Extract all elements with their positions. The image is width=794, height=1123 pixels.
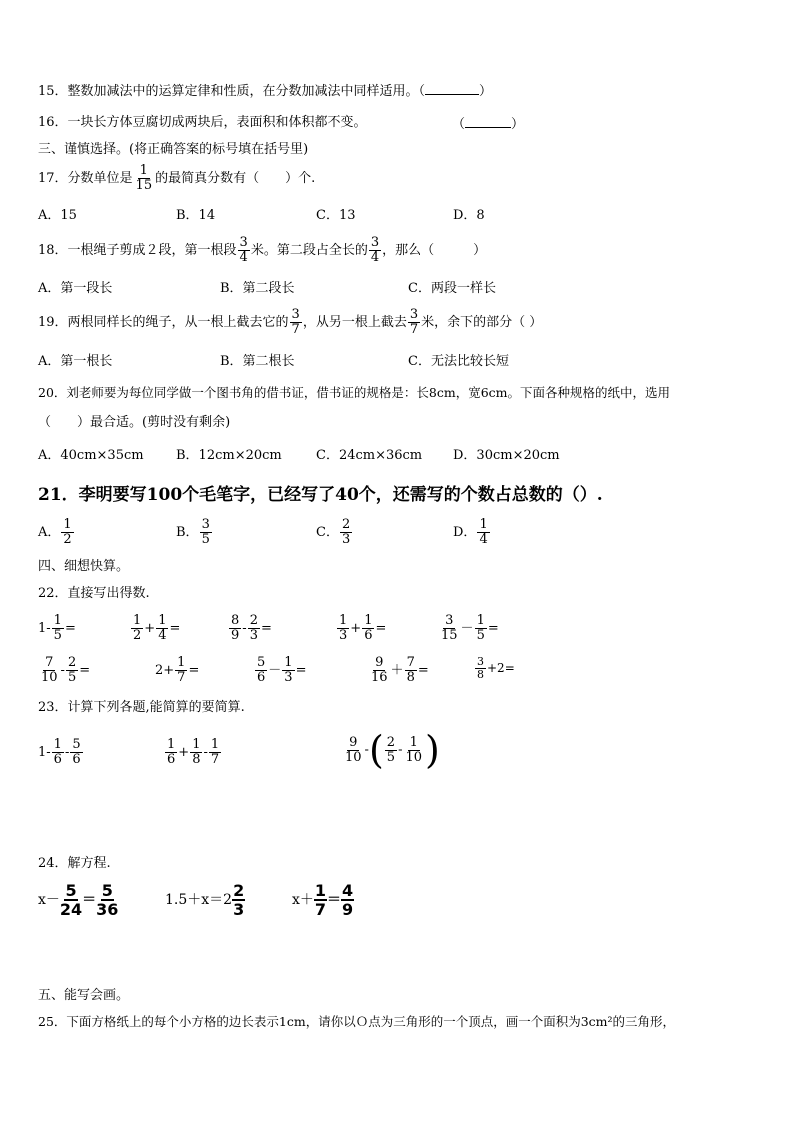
math-token: 2 [249,613,258,628]
q22-expr-7 [155,656,199,685]
q23-expr-3 [342,728,440,772]
math-token: 7 [45,655,54,670]
q17-option-b[interactable]: B．14 [176,208,216,223]
math-token: ＝ [327,892,342,908]
math-token: 8 [477,668,484,681]
q22-expr-5 [438,614,499,643]
question-20-line-1: 20．刘老师要为每位同学做一个图书角的借书证，借书证的规格是：长8cm，宽6cm。下面各种规格的纸中，选用 [38,385,671,400]
fraction [403,736,424,765]
q21-b-den: 5 [201,532,210,547]
math-token: + [350,621,362,636]
question-24-title: 24．解方程. [38,856,111,871]
q16-close: ） [511,117,525,132]
q15-text: 15．整数加减法中的运算定律和性质，在分数加减法中同样适用。（ [38,84,426,99]
q20-option-b[interactable]: B．12cm×20cm [176,448,282,463]
fraction [39,656,60,685]
q20-option-c[interactable]: C．24cm×36cm [316,448,423,463]
fraction [385,736,397,765]
q21-a-num: 1 [63,517,72,532]
q16-answer-blank[interactable] [465,115,511,128]
math-token: - [364,742,369,758]
fraction [282,656,294,685]
math-token: 5 [257,655,266,670]
q19-option-a[interactable]: A．第一根长 [38,354,113,369]
q21-d-num: 1 [479,517,488,532]
q18-fraction-2 [369,236,381,265]
math-token: - [242,621,247,636]
q21-a-label: A． [38,525,61,540]
q21-option-c[interactable] [316,518,353,547]
math-token: 1 [53,613,62,628]
q21-a-fraction [61,518,73,547]
q19-post: 米，余下的部分（ ） [421,315,543,330]
fraction [156,614,168,643]
q19-fraction-2 [408,308,420,337]
math-token: 1 [284,655,293,670]
math-token: 2 [67,655,77,670]
math-token: 5 [386,749,396,765]
q17-num: 1 [139,163,148,178]
math-token: 10 [345,749,362,765]
math-token: 10 [41,670,58,685]
math-token: 8 [406,670,415,685]
q22-expr-1 [38,614,76,643]
q24-equation-1 [38,882,118,918]
section-5-heading: 五、能写会画。 [38,988,130,1003]
math-token: 7 [210,752,220,767]
math-token: = [188,663,200,678]
q19-num1: 3 [291,307,300,322]
q23-expr-1 [38,738,84,767]
fraction [165,738,177,767]
math-token: 6 [53,752,62,767]
fraction [369,656,390,685]
math-token: = [260,621,272,636]
math-token: 6 [364,628,373,643]
math-token: 15 [441,628,458,643]
q16-answer [452,115,524,133]
fraction [60,882,82,918]
q21-b-fraction [200,518,212,547]
math-token: 1 [177,655,186,670]
question-19 [38,308,542,337]
math-token: 1- [38,745,51,760]
fraction [131,614,143,643]
section-4-heading: 四、细想快算。 [38,559,130,574]
math-token: 1 [167,737,176,752]
q21-c-num: 2 [341,517,351,532]
math-token: - [64,745,70,760]
math-token: 2 [386,734,396,750]
math-token: 3 [233,900,245,919]
math-token: = [79,663,91,678]
math-token: 36 [96,900,119,919]
q22-expr-6 [38,656,90,685]
math-token: 24 [59,900,83,919]
math-token: = [64,621,76,636]
q21-b-label: B． [176,525,199,540]
q15-close: ） [479,84,493,99]
q16-text: 16．一块长方体豆腐切成两块后，表面积和体积都不变。 [38,115,367,130]
math-token: 1- [38,621,51,636]
math-token: ＝ [82,892,97,908]
math-token: 3 [477,655,484,668]
question-18 [38,236,486,265]
q18-fraction-1 [238,236,250,265]
math-token: = [169,621,181,636]
q21-option-b[interactable] [176,518,213,547]
q22-expr-2 [130,614,180,643]
math-token: 7 [177,670,186,685]
math-token: 7 [406,655,415,670]
math-token: - [60,663,65,678]
fraction [337,614,349,643]
math-token: 4 [342,881,354,900]
question-23-title: 23．计算下列各题,能简算的要简算. [38,700,245,715]
question-20-line-2: （ ）最合适。(剪时没有剩余) [38,415,231,430]
math-token: 3 [445,613,454,628]
question-15 [38,82,492,100]
q22-expr-8 [254,656,306,685]
math-token: － [460,621,474,636]
q18-mid: 米。第二段占全长的 [250,243,368,258]
fraction [175,656,187,685]
fraction [96,882,118,918]
math-token: 8 [192,752,201,767]
math-token: 5 [72,737,81,752]
q16-open: （ [452,117,466,132]
math-token: 9 [349,734,358,750]
fraction [229,614,241,643]
q24-equation-2 [165,882,245,918]
math-token: 8 [231,613,240,628]
q22-expr-4 [336,614,386,643]
q18-den2: 4 [370,250,380,265]
q18-option-a[interactable]: A．第一段长 [38,281,113,296]
q17-fraction [134,164,155,193]
math-token: = [295,663,307,678]
q21-option-a[interactable] [38,518,75,547]
math-token: 1 [133,613,142,628]
q21-a-den: 2 [63,532,72,547]
fraction [66,656,78,685]
q20-option-a[interactable]: A．40cm×35cm [38,448,144,463]
q19-option-b[interactable]: B．第二根长 [220,354,295,369]
math-token: x－ [38,892,60,908]
q17-option-a[interactable]: A．15 [38,208,77,223]
math-token: 2+ [155,663,175,678]
q21-b-num: 3 [201,517,210,532]
math-token: ＋ [390,663,404,678]
math-token: 6 [72,752,81,767]
math-token: 1 [339,613,348,628]
fraction [475,614,487,643]
math-token: 1 [364,613,373,628]
fraction [209,738,221,767]
q19-option-c[interactable]: C．无法比较长短 [408,354,509,369]
q22-expr-9 [368,656,429,685]
math-token: 2 [233,881,245,900]
q21-c-label: C． [316,525,339,540]
q18-option-b[interactable]: B．第二段长 [220,281,295,296]
q24-equation-3 [292,882,354,918]
math-token: - [203,745,208,760]
math-token: + [144,621,156,636]
q21-d-label: D． [453,525,477,540]
math-token: 1 [409,734,418,750]
math-token: 1 [53,737,62,752]
q21-c-den: 3 [341,532,351,547]
bracket: ( [368,728,384,772]
q21-d-fraction [477,518,489,547]
question-16 [38,115,367,131]
fraction [405,656,417,685]
math-token: 16 [371,670,388,685]
math-token: - [398,742,403,758]
math-token: 1 [158,613,167,628]
math-token: = [375,621,387,636]
q19-fraction-1 [290,308,302,337]
q17-option-c[interactable]: C．13 [316,208,356,223]
fraction [248,614,260,643]
math-token: 9 [342,900,354,919]
q19-den1: 7 [291,322,300,337]
math-token: + [178,745,190,760]
q18-den1: 4 [239,250,248,265]
q19-pre: 19．两根同样长的绳子，从一根上截去它的 [38,315,289,330]
question-21: 21．李明要写100个毛笔字，已经写了40个，还需写的个数占总数的（）. [38,485,603,505]
fraction [52,614,64,643]
fraction [343,736,364,765]
q17-pre: 17．分数单位是 [38,171,133,186]
math-token: +2= [487,661,515,675]
fraction [190,738,202,767]
q17-post: 的最简真分数有（ ）个. [155,171,316,186]
math-token: 5 [53,628,62,643]
question-22-title: 22．直接写出得数. [38,586,150,601]
math-token: 5 [476,628,485,643]
q19-den2: 7 [409,322,419,337]
math-token: x＋ [292,892,314,908]
math-token: 1.5＋x＝2 [165,892,233,908]
math-token: 3 [339,628,348,643]
section-3-heading: 三、谨慎选择。(将正确答案的标号填在括号里) [38,142,309,157]
q18-pre: 18．一根绳子剪成２段，第一根段 [38,243,237,258]
q19-num2: 3 [409,307,419,322]
q18-post: ，那么（ ） [382,243,487,258]
math-token: 1 [210,737,220,752]
q18-option-c[interactable]: C．两段一样长 [408,281,496,296]
question-25: 25．下面方格纸上的每个小方格的边长表示1cm，请你以Ｏ点为三角形的一个顶点，画一个面积为3cm²的三角形， [38,1014,676,1029]
q20-option-d[interactable]: D．30cm×20cm [453,448,560,463]
q17-den: 15 [135,178,153,193]
math-token: 5 [67,670,77,685]
math-token: 7 [314,900,327,919]
math-token: 9 [375,655,384,670]
q18-num1: 3 [239,235,248,250]
q15-answer-blank[interactable] [425,82,479,95]
math-token: 3 [284,670,293,685]
math-token: 5 [101,881,113,900]
math-token: 1 [476,613,485,628]
q23-expr-2 [164,738,222,767]
fraction [362,614,374,643]
q21-c-fraction [340,518,352,547]
q17-option-d[interactable]: D．8 [453,208,485,223]
math-token: 3 [249,628,258,643]
q18-num2: 3 [370,235,380,250]
bracket: ) [425,728,440,772]
math-token: = [417,663,429,678]
math-token: 6 [257,670,266,685]
question-17 [38,164,315,193]
math-token: = [487,621,499,636]
math-token: 2 [133,628,142,643]
q21-d-den: 4 [479,532,488,547]
math-token: 5 [65,881,77,900]
q21-option-d[interactable] [453,518,491,547]
fraction [341,882,354,918]
math-token: 1 [192,737,201,752]
fraction [314,882,327,918]
fraction [475,656,486,681]
q22-expr-3 [228,614,272,643]
math-token: 1 [314,881,327,900]
math-token: 4 [158,628,167,643]
q19-mid: ，从另一根上截去 [302,315,407,330]
fraction [52,738,64,767]
math-token: 6 [167,752,176,767]
fraction [70,738,82,767]
math-token: 10 [405,749,423,765]
fraction [255,656,267,685]
q22-expr-10 [474,656,515,681]
math-token: － [268,663,282,678]
fraction [439,614,460,643]
math-token: 9 [231,628,240,643]
fraction [232,882,245,918]
